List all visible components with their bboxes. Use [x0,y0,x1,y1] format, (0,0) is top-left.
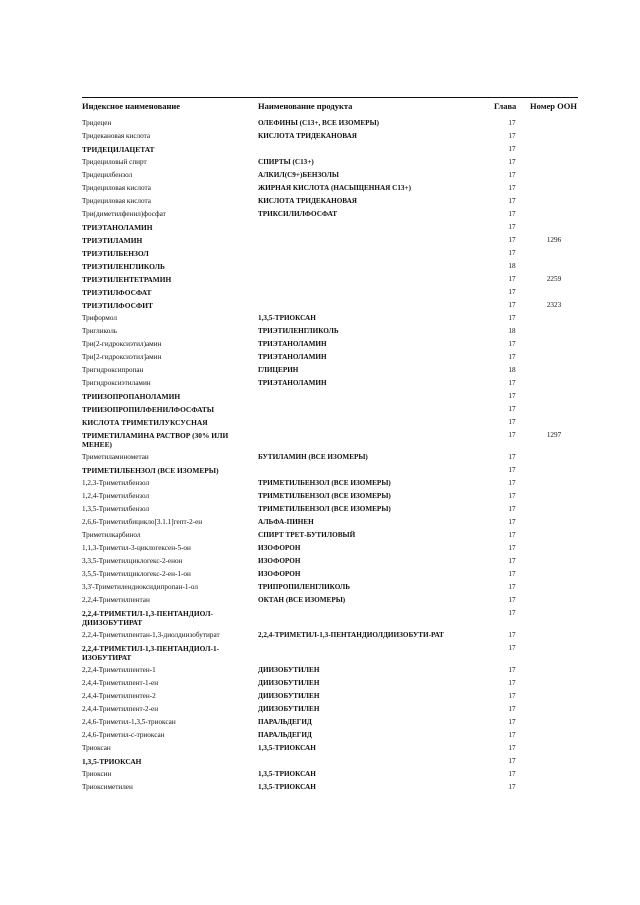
product-name-cell [258,273,494,286]
table-header-row [82,98,578,118]
chapter-cell: 17 [508,236,516,244]
un-number-cell [530,117,578,130]
un-number-cell [530,555,578,568]
un-number-cell [530,716,578,729]
chapter-cell: 18 [508,366,516,374]
table-row [82,377,578,390]
product-name-cell: ДИИЗОБУТИЛЕН [258,666,320,674]
un-number-cell [530,516,578,529]
chapter-cell: 17 [508,288,516,296]
product-name-cell: 1,3,5-ТРИОКСАН [258,314,316,322]
product-name-cell [258,299,494,312]
product-name-cell [258,260,494,273]
index-name-cell: 2,6,6-Триметилбицикло[3.1.1]гепт-2-ен [82,518,203,526]
chapter-cell: 17 [508,158,516,166]
table-row [82,338,578,351]
table-row [82,156,578,169]
table-row [82,221,578,234]
index-name-cell: Тридецилбензол [82,171,133,179]
table-row [82,130,578,143]
table-row [82,451,578,464]
index-name-cell: Тридециловая кислота [82,184,151,192]
table-row [82,677,578,690]
table-row [82,464,578,477]
product-name-cell [258,464,494,477]
un-number-cell [530,629,578,642]
index-name-cell: ТРИЭТИЛЕНГЛИКОЛЬ [82,262,165,271]
table-row [82,195,578,208]
index-name-cell: Тригидроксипропан [82,366,144,374]
un-number-cell [530,312,578,325]
table-row [82,286,578,299]
chapter-cell: 17 [508,783,516,791]
chapter-cell: 17 [508,544,516,552]
index-name-cell: Тридецен [82,119,112,127]
product-name-cell: 1,3,5-ТРИОКСАН [258,783,316,791]
product-name-cell: 2,2,4-ТРИМЕТИЛ-1,3-ПЕНТАНДИОЛДИИЗОБУТИ-РАТ [258,631,444,639]
substance-index-table [82,97,578,794]
un-number-cell [530,542,578,555]
un-number-cell: 2259 [546,275,562,283]
index-name-cell: 1,2,4-Триметилбензол [82,492,150,500]
index-name-cell: Три[2-гидроксиэтил]амин [82,353,162,361]
chapter-cell: 17 [508,453,516,461]
index-name-cell: 2,4,4-Триметилпент-1-ен [82,679,159,687]
un-number-cell [530,503,578,516]
index-name-cell: Триформол [82,314,117,322]
table-body [82,117,578,794]
chapter-cell: 17 [508,679,516,687]
index-name-cell: Тригликоль [82,327,118,335]
un-number-cell [530,677,578,690]
product-name-cell: ГЛИЦЕРИН [258,366,299,374]
un-number-cell [530,130,578,143]
product-name-cell: ОЛЕФИНЫ (С13+, ВСЕ ИЗОМЕРЫ) [258,119,380,127]
chapter-cell: 17 [508,744,516,752]
un-number-cell [530,338,578,351]
header-index-name: Индексное наименование [82,101,181,111]
table-row [82,581,578,594]
un-number-cell [530,364,578,377]
product-name-cell [258,221,494,234]
index-name-cell: 2,4,4-Триметилпент-2-ен [82,705,159,713]
table-row [82,260,578,273]
un-number-cell [530,781,578,794]
un-number-cell [530,377,578,390]
index-name-cell: 2,2,4-Триметилпентен-1 [82,666,156,674]
un-number-cell [530,742,578,755]
index-name-cell: Тридециловый спирт [82,158,147,166]
product-name-cell [258,607,494,629]
product-name-cell: ТРИМЕТИЛБЕНЗОЛ (ВСЕ ИЗОМЕРЫ) [258,492,391,500]
product-name-cell: ДИИЗОБУТИЛЕН [258,679,320,687]
product-name-cell [258,247,494,260]
chapter-cell: 17 [508,609,516,617]
un-number-cell [530,464,578,477]
product-name-cell: БУТИЛАМИН (ВСЕ ИЗОМЕРЫ) [258,453,368,461]
table-row [82,629,578,642]
table-row [82,477,578,490]
un-number-cell [530,260,578,273]
chapter-cell: 17 [508,492,516,500]
chapter-cell: 17 [508,631,516,639]
product-name-cell: ДИИЗОБУТИЛЕН [258,705,320,713]
un-number-cell [530,403,578,416]
un-number-cell [530,351,578,364]
un-number-cell [530,390,578,403]
un-number-cell [530,729,578,742]
index-name-cell: 1,1,3-Триметил-3-циклогексен-5-он [82,544,191,552]
table-row [82,351,578,364]
chapter-cell: 17 [508,418,516,426]
index-name-cell: 1,2,3-Триметилбензол [82,479,150,487]
table-row [82,273,578,286]
index-name-cell: 3,3'-Триметилендиоксидипропан-1-ол [82,583,198,591]
chapter-cell: 17 [508,197,516,205]
chapter-cell: 17 [508,405,516,413]
index-name-cell: 2,2,4-Триметилпентан [82,596,150,604]
header-chapter: Глава [494,101,517,111]
table-row [82,403,578,416]
un-number-cell [530,286,578,299]
chapter-cell: 17 [508,466,516,474]
product-name-cell [258,755,494,768]
product-name-cell [258,390,494,403]
index-name-cell: 2,4,6-Триметил-с-триоксан [82,731,165,739]
un-number-cell: 1297 [546,431,562,439]
index-name-cell: Три(диметилфенил)фосфат [82,210,166,218]
chapter-cell: 17 [508,570,516,578]
product-name-cell: АЛЬФА-ПИНЕН [258,518,314,526]
index-name-cell: Триоксан [82,744,111,752]
un-number-cell [530,664,578,677]
product-name-cell: ИЗОФОРОН [258,544,301,552]
table-row [82,490,578,503]
header-un-number: Номер ООН [530,101,577,111]
un-number-cell [530,703,578,716]
index-name-cell: Триметилкарбинол [82,531,141,539]
index-name-cell: 1,3,5-ТРИОКСАН [82,757,142,766]
index-name-cell: ТРИЭТИЛЕНТЕТРАМИН [82,275,172,284]
chapter-cell: 17 [508,249,516,257]
table-row [82,299,578,312]
chapter-cell: 17 [508,392,516,400]
chapter-cell: 17 [508,666,516,674]
chapter-cell: 17 [508,505,516,513]
chapter-cell: 18 [508,327,516,335]
index-name-cell: ТРИИЗОПРОПИЛФЕНИЛФОСФАТЫ [82,405,215,414]
un-number-cell [530,529,578,542]
index-name-cell: Три(2-гидроксиэтил)амин [82,340,162,348]
index-name-cell: Тридекановая кислота [82,132,151,140]
chapter-cell: 17 [508,223,516,231]
index-name-cell: Тригидроксиэтиламин [82,379,151,387]
un-number-cell [530,755,578,768]
product-name-cell: КИСЛОТА ТРИДЕКАНОВАЯ [258,197,358,205]
table-row [82,390,578,403]
table-row [82,516,578,529]
product-name-cell [258,234,494,247]
chapter-cell: 17 [508,275,516,283]
table-row [82,429,578,451]
un-number-cell [530,690,578,703]
table-row [82,716,578,729]
product-name-cell: АЛКИЛ(С9+)БЕНЗОЛЫ [258,171,339,179]
table-row [82,703,578,716]
un-number-cell [530,247,578,260]
table-row [82,742,578,755]
table-row [82,182,578,195]
un-number-cell [530,607,578,629]
chapter-cell: 17 [508,692,516,700]
index-name-cell: Триоксиметилен [82,783,133,791]
table-row [82,416,578,429]
table-row [82,364,578,377]
un-number-cell [530,208,578,221]
product-name-cell: ТРИМЕТИЛБЕНЗОЛ (ВСЕ ИЗОМЕРЫ) [258,505,391,513]
index-name-cell: 1,3,5-Триметилбензол [82,505,150,513]
product-name-cell: СПИРТ ТРЕТ-БУТИЛОВЫЙ [258,531,356,539]
un-number-cell [530,477,578,490]
index-name-cell: ТРИЭТИЛФОСФАТ [82,288,152,297]
chapter-cell: 17 [508,557,516,565]
chapter-cell: 17 [508,119,516,127]
chapter-cell: 18 [508,262,516,270]
index-name-cell: 3,3,5-Триметилциклогекс-2-енон [82,557,183,565]
product-name-cell: СПИРТЫ (С13+) [258,158,314,166]
index-name-cell: Триметиламинометан [82,453,149,461]
chapter-cell: 17 [508,301,516,309]
table-row [82,690,578,703]
product-name-cell: ТРИПРОПИЛЕНГЛИКОЛЬ [258,583,351,591]
product-name-cell [258,286,494,299]
index-name-cell: 2,4,4-Триметилпентен-2 [82,692,156,700]
table-row [82,729,578,742]
index-name-cell: КИСЛОТА ТРИМЕТИЛУКСУСНАЯ [82,418,208,427]
index-name-cell: 3,5,5-Триметилциклогекс-2-ен-1-он [82,570,191,578]
index-name-cell: Триоксин [82,770,112,778]
product-name-cell: ДИИЗОБУТИЛЕН [258,692,320,700]
un-number-cell [530,568,578,581]
un-number-cell: 2323 [546,301,562,309]
table-row [82,607,578,629]
table-row [82,143,578,156]
product-name-cell: 1,3,5-ТРИОКСАН [258,770,316,778]
chapter-cell: 17 [508,518,516,526]
chapter-cell: 17 [508,431,516,439]
product-name-cell [258,403,494,416]
product-name-cell: КИСЛОТА ТРИДЕКАНОВАЯ [258,132,358,140]
chapter-cell: 17 [508,145,516,153]
product-name-cell: ТРИКСИЛИЛФОСФАТ [258,210,337,218]
table-row [82,503,578,516]
un-number-cell [530,169,578,182]
chapter-cell: 17 [508,479,516,487]
index-name-cell: ТРИЭТИЛБЕНЗОЛ [82,249,149,258]
un-number-cell [530,594,578,607]
un-number-cell [530,195,578,208]
chapter-cell: 17 [508,314,516,322]
un-number-cell [530,581,578,594]
un-number-cell [530,490,578,503]
product-name-cell: ЖИРНАЯ КИСЛОТА (НАСЫЩЕННАЯ С13+) [258,184,412,192]
table-row [82,169,578,182]
chapter-cell: 17 [508,718,516,726]
un-number-cell: 1296 [546,236,562,244]
un-number-cell [530,182,578,195]
product-name-cell: ИЗОФОРОН [258,557,301,565]
table-row [82,234,578,247]
table-row [82,117,578,130]
product-name-cell [258,416,494,429]
index-name-cell: 2,2,4-ТРИМЕТИЛ-1,3-ПЕНТАНДИОЛ-ДИИЗОБУТИРАТ [82,609,213,627]
product-name-cell: 1,3,5-ТРИОКСАН [258,744,316,752]
un-number-cell [530,156,578,169]
product-name-cell: ОКТАН (ВСЕ ИЗОМЕРЫ) [258,596,346,604]
chapter-cell: 17 [508,340,516,348]
un-number-cell [530,768,578,781]
chapter-cell: 17 [508,757,516,765]
table-row [82,312,578,325]
product-name-cell: ТРИЭТАНОЛАМИН [258,353,327,361]
index-name-cell: ТРИМЕТИЛБЕНЗОЛ (ВСЕ ИЗОМЕРЫ) [82,466,219,475]
un-number-cell [530,325,578,338]
product-name-cell: ТРИЭТАНОЛАМИН [258,379,327,387]
chapter-cell: 17 [508,731,516,739]
table-row [82,208,578,221]
chapter-cell: 17 [508,596,516,604]
index-name-cell: Тридециловая кислота [82,197,151,205]
table-row [82,247,578,260]
chapter-cell: 17 [508,132,516,140]
table-row [82,768,578,781]
product-name-cell: ТРИЭТАНОЛАМИН [258,340,327,348]
chapter-cell: 17 [508,353,516,361]
chapter-cell: 17 [508,705,516,713]
product-name-cell [258,429,494,451]
table-row [82,555,578,568]
table-row [82,664,578,677]
chapter-cell: 17 [508,531,516,539]
index-name-cell: 2,2,4-ТРИМЕТИЛ-1,3-ПЕНТАНДИОЛ-1-ИЗОБУТИРАТ [82,644,220,662]
product-name-cell: ПАРАЛЬДЕГИД [258,731,312,739]
un-number-cell [530,642,578,664]
index-name-cell: 2,2,4-Триметилпентан-1,3-диолдиизобутират [82,631,220,639]
product-name-cell: ИЗОФОРОН [258,570,301,578]
index-name-cell: ТРИИЗОПРОПАНОЛАМИН [82,392,181,401]
chapter-cell: 17 [508,184,516,192]
table-row [82,325,578,338]
chapter-cell: 17 [508,644,516,652]
chapter-cell: 17 [508,583,516,591]
chapter-cell: 17 [508,210,516,218]
un-number-cell [530,221,578,234]
index-name-cell: ТРИЭТИЛФОСФИТ [82,301,153,310]
table-row [82,594,578,607]
index-name-cell: ТРИЭТИЛАМИН [82,236,143,245]
un-number-cell [530,416,578,429]
index-name-cell: 2,4,6-Триметил-1,3,5-триоксан [82,718,176,726]
product-name-cell [258,642,494,664]
chapter-cell: 17 [508,770,516,778]
table-row [82,642,578,664]
table-row [82,781,578,794]
table-row [82,755,578,768]
product-name-cell: ПАРАЛЬДЕГИД [258,718,312,726]
chapter-cell: 17 [508,379,516,387]
index-name-cell: ТРИДЕЦИЛАЦЕТАТ [82,145,155,154]
un-number-cell [530,451,578,464]
table-row [82,542,578,555]
un-number-cell [530,143,578,156]
chapter-cell: 17 [508,171,516,179]
product-name-cell: ТРИМЕТИЛБЕНЗОЛ (ВСЕ ИЗОМЕРЫ) [258,479,391,487]
product-name-cell [258,143,494,156]
header-product-name: Наименование продукта [258,101,353,111]
product-name-cell: ТРИЭТИЛЕНГЛИКОЛЬ [258,327,339,335]
table-row [82,568,578,581]
table-row [82,529,578,542]
index-name-cell: ТРИМЕТИЛАМИНА РАСТВОР (30% ИЛИ МЕНЕЕ) [82,431,229,449]
index-name-cell: ТРИЭТАНОЛАМИН [82,223,153,232]
